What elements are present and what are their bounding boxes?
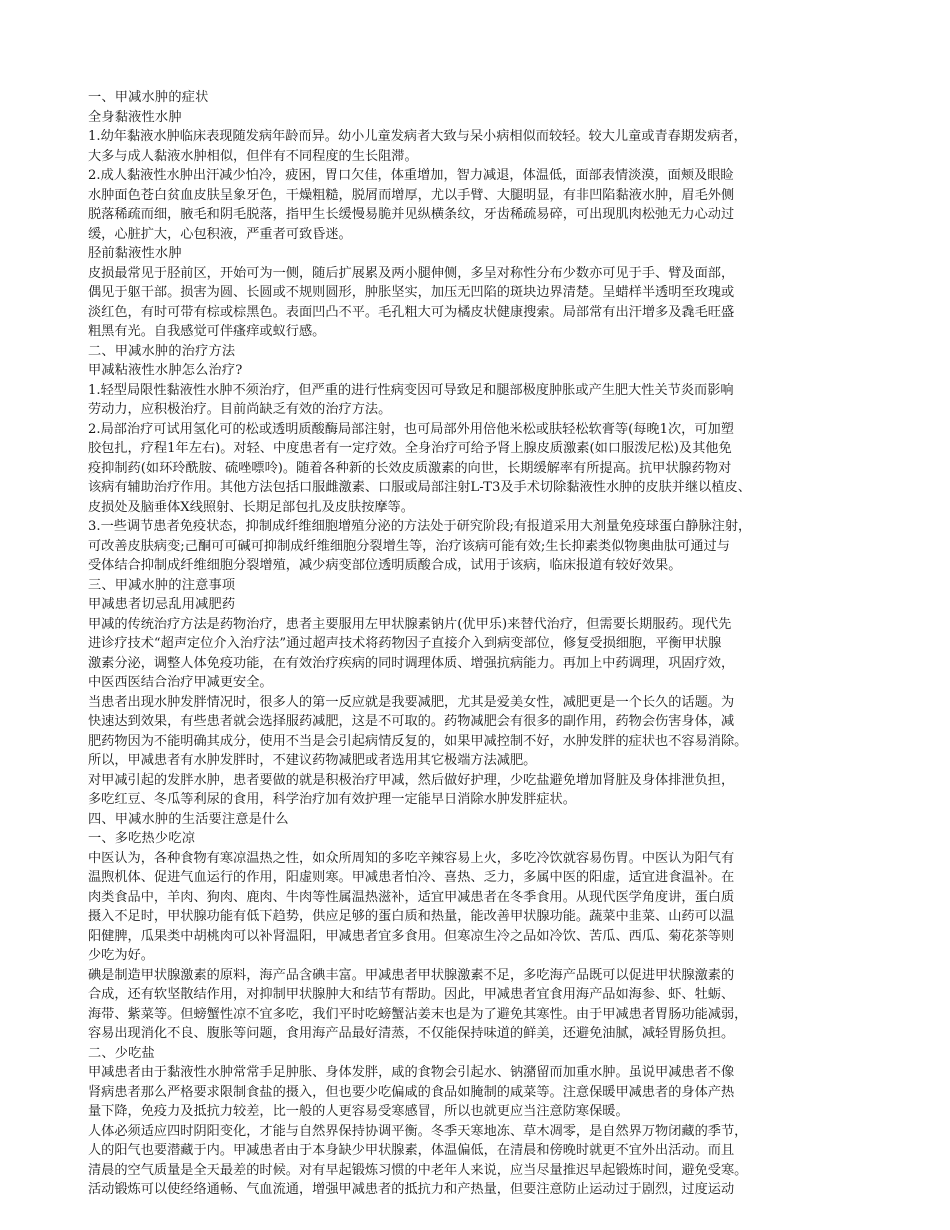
paragraph-line: 快速达到效果，有些患者就会选择服药减肥，这是不可取的。药物减肥会有很多的副作用，药物会伤害身体，减 (88, 714, 735, 729)
paragraph-line: 缓，心脏扩大，心包积液，严重者可致昏迷。 (88, 226, 352, 242)
section-heading-3: 三、甲减水肿的注意事项 (88, 577, 236, 593)
paragraph-line: 粗黑有光。自我感觉可伴瘙痒或蚁行感。 (88, 324, 326, 339)
paragraph-line: 容易出现消化不良、腹胀等问题，食用海产品最好清蒸，不仅能保持味道的鲜美，还避免油腻，减轻胃肠负担。 (88, 1026, 735, 1041)
paragraph-line: 活动锻炼可以使经络通畅、气血流通，增强甲减患者的抵抗力和产热量，但要注意防止运动过于剧烈，过度运动 (88, 1182, 735, 1197)
paragraph-line: 摄入不足时，甲状腺功能有低下趋势，供应足够的蛋白质和热量，能改善甲状腺功能。蔬菜中韭菜、山药可以温 (88, 909, 735, 924)
paragraph-line: 2.局部治疗可试用氢化可的松或透明质酸酶局部注射，也可局部外用倍他米松或肤轻松软膏等(每晚1次，可加塑 (88, 421, 734, 437)
paragraph-line: 进诊疗技术“超声定位介入治疗法”通过超声技术将药物因子直接介入到病变部位，修复受损细胞，平衡甲状腺 (88, 636, 722, 651)
paragraph-line: 肥药物因为不能明确其成分，使用不当是会引起病情反复的，如果甲减控制不好，水肿发胖的症状也不容易消除。 (88, 733, 748, 749)
paragraph-line: 对甲减引起的发胖水肿，患者要做的就是积极治疗甲减，然后做好护理，少吃盐避免增加肾脏及身体排泄负担， (88, 772, 735, 788)
paragraph-line: 3.一些调节患者免疫状态，抑制成纤维细胞增殖分泌的方法处于研究阶段;有报道采用大剂量免疫球蛋白静脉注射， (88, 519, 752, 534)
paragraph-line: 人体必须适应四时阴阳变化，才能与自然界保持协调平衡。冬季天寒地冻、草木凋零，是自然界万物闭藏的季节， (88, 1123, 748, 1139)
paragraph-line: 1.轻型局限性黏液性水肿不须治疗，但严重的进行性病变因可导致足和腿部极度肿胀或产生肥大性关节炎而影响 (88, 382, 734, 398)
paragraph-line: 受体结合抑制成纤维细胞分裂增殖，减少病变部位透明质酸合成，试用于该病，临床报道有较好效果。 (88, 558, 682, 573)
subheading: 一、多吃热少吃凉 (88, 831, 196, 846)
paragraph-line: 中医西医结合治疗甲减更安全。 (88, 675, 273, 690)
paragraph-line: 皮损最常见于胫前区，开始可为一侧，随后扩展累及两小腿伸侧，多呈对称性分布少数亦可见于手、臂及面部， (88, 265, 735, 281)
paragraph-line: 脱落稀疏而细，腋毛和阴毛脱落，指甲生长缓慢易脆并见纵横条纹，牙齿稀疏易碎，可出现肌肉松弛无力心动过 (88, 207, 735, 222)
paragraph-line: 甲减患者由于黏液性水肿常常手足肿胀、身体发胖，咸的食物会引起水、钠潴留而加重水肿。虽说甲减患者不像 (88, 1065, 735, 1080)
paragraph-line: 该病有辅助治疗作用。其他方法包括口服雌激素、口服或局部注射L-T3及手术切除黏液性水肿的皮肤并继以植皮、 (88, 480, 751, 495)
paragraph-line: 胶包扎，疗程1年左右)。对轻、中度患者有一定疗效。全身治疗可给予肾上腺皮质激素(如口服泼尼松)及其他免 (88, 441, 732, 456)
paragraph-line: 甲减的传统治疗方法是药物治疗，患者主要服用左甲状腺素钠片(优甲乐)来替代治疗，但需要长期服药。现代先 (88, 616, 732, 632)
paragraph-line: 海带、紫菜等。但螃蟹性凉不宜多吃，我们平时吃螃蟹沾姜末也是为了避免其寒性。由于甲减患者胃肠功能减弱， (88, 1006, 748, 1022)
paragraph-line: 人的阳气也要潜藏于内。甲减患者由于本身缺少甲状腺素，体温偏低，在清晨和傍晚时就更不宜外出活动。而且 (88, 1143, 735, 1158)
paragraph-line: 2.成人黏液性水肿出汗减少怕冷，疲困，胃口欠佳，体重增加，智力减退，体温低，面部表情淡漠，面颊及眼睑 (88, 168, 734, 183)
subheading: 甲减患者切忌乱用减肥药 (88, 597, 236, 612)
paragraph-line: 1.幼年黏液水肿临床表现随发病年龄而异。幼小儿童发病者大致与呆小病相似而较轻。较大儿童或青春期发病者， (88, 129, 747, 144)
paragraph-line: 碘是制造甲状腺激素的原料，海产品含碘丰富。甲减患者甲状腺激素不足，多吃海产品既可以促进甲状腺激素的 (88, 967, 735, 983)
paragraph-line: 中医认为，各种食物有寒凉温热之性，如众所周知的多吃辛辣容易上火，多吃冷饮就容易伤胃。中医认为阳气有 (88, 850, 735, 866)
paragraph-line: 肉类食品中，羊肉、狗肉、鹿肉、牛肉等性属温热滋补，适宜甲减患者在冬季食用。从现代医学角度讲，蛋白质 (88, 889, 735, 905)
paragraph-line: 量下降，免疫力及抵抗力较差，比一般的人更容易受寒感冒，所以也就更应当注意防寒保暖。 (88, 1104, 629, 1119)
paragraph-line: 多吃红豆、冬瓜等利尿的食用，科学治疗加有效护理一定能早日消除水肿发胖症状。 (88, 792, 576, 807)
subheading: 二、少吃盐 (88, 1045, 155, 1061)
paragraph-line: 皮损处及脑垂体X线照射、长期足部包扎及皮肤按摩等。 (88, 499, 414, 515)
paragraph-line: 清晨的空气质量是全天最差的时候。对有早起锻炼习惯的中老年人来说，应当尽量推迟早起锻炼时间，避免受寒。 (88, 1162, 748, 1178)
paragraph-line: 大多与成人黏液水肿相似，但伴有不同程度的生长阻滞。 (88, 148, 418, 164)
paragraph-line: 合成，还有软坚散结作用，对抑制甲状腺肿大和结节有帮助。因此，甲减患者宜食用海产品如海参、虾、牡蛎、 (88, 987, 735, 1002)
section-heading-2: 二、甲减水肿的治疗方法 (88, 343, 236, 359)
section-heading-4: 四、甲减水肿的生活要注意是什么 (88, 811, 289, 827)
document-page (88, 88, 864, 1200)
paragraph-line: 淡红色，有时可带有棕或棕黑色。表面凹凸不平。毛孔粗大可为橘皮状健康搜索。局部常有出汗增多及毳毛旺盛 (88, 304, 735, 320)
paragraph-line: 疫抑制药(如环玲酰胺、硫唑嘌呤)。随着各种新的长效皮质激素的向世，长期缓解率有所提高。抗甲状腺药物对 (88, 460, 732, 476)
paragraph-line: 肾病患者那么严格要求限制食盐的摄入，但也要少吃偏咸的食品如腌制的咸菜等。注意保暖甲减患者的身体产热 (88, 1084, 735, 1100)
paragraph-line: 激素分泌，调整人体免疫功能，在有效治疗疾病的同时调理体质、增强抗病能力。再加上中药调理，巩固疗效， (88, 655, 735, 671)
section-heading-1: 一、甲减水肿的症状 (88, 90, 209, 105)
subheading: 全身黏液性水肿 (88, 109, 182, 125)
paragraph-line: 所以，甲减患者有水肿发胖时，不建议药物减肥或者选用其它极端方法减肥。 (88, 753, 537, 768)
paragraph-line: 阳健脾，瓜果类中胡桃肉可以补肾温阳，甲减患者宜多食用。但寒凉生冷之品如冷饮、苦瓜、西瓜、菊花茶等则 (88, 928, 735, 944)
paragraph-line: 当患者出现水肿发胖情况时，很多人的第一反应就是我要减肥，尤其是爱美女性，减肥更是一个长久的话题。为 (88, 694, 735, 710)
subheading: 甲减粘液性水肿怎么治疗? (88, 363, 243, 378)
paragraph-line: 偶见于躯干部。损害为圆、长圆或不规则圆形，肿胀坚实，加压无凹陷的斑块边界清楚。呈蜡样半透明至玫瑰或 (88, 285, 735, 300)
paragraph-line: 温煦机体、促进气血运行的作用，阳虚则寒。甲减患者怕冷、喜热、乏力，多属中医的阳虚，适宜进食温补。在 (88, 870, 735, 885)
subheading: 胫前黏液性水肿 (88, 246, 182, 261)
paragraph-line: 水肿面色苍白贫血皮肤呈象牙色，干燥粗糙，脱屑而增厚，尤以手臂、大腿明显，有非凹陷黏液水肿，眉毛外侧 (88, 187, 735, 203)
paragraph-line: 劳动力，应积极治疗。目前尚缺乏有效的治疗方法。 (88, 402, 392, 417)
paragraph-line: 少吃为好。 (88, 948, 154, 963)
paragraph-line: 可改善皮肤病变;己酮可可碱可抑制成纤维细胞分裂增生等，治疗该病可能有效;生长抑素类似物奥曲肽可通过与 (88, 538, 730, 554)
